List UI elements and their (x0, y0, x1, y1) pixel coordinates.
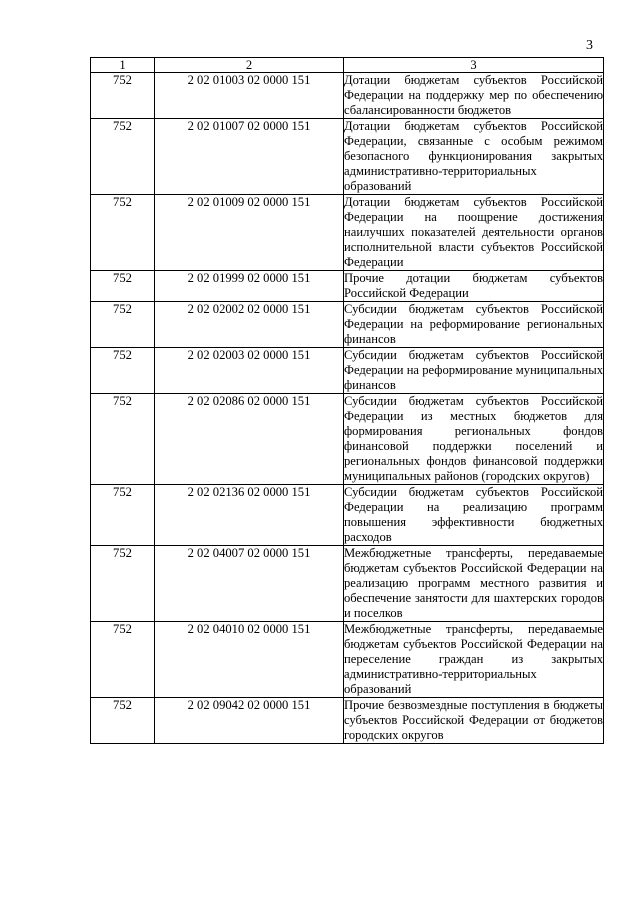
budget-code-cell: 2 02 02002 02 0000 151 (155, 302, 344, 348)
admin-code-cell: 752 (91, 348, 155, 394)
budget-code-cell: 2 02 02136 02 0000 151 (155, 485, 344, 546)
description-cell: Дотации бюджетам субъектов Российской Федерации на поддержку мер по обеспечению сбалансированности бюджетов (344, 73, 603, 117)
table-row (91, 302, 604, 348)
table-row (91, 195, 604, 271)
header-row (91, 58, 604, 73)
admin-code-cell: 752 (91, 271, 155, 302)
header-column-2: 2 (155, 58, 344, 73)
table-row (91, 698, 604, 744)
admin-code-cell: 752 (91, 195, 155, 271)
budget-code-cell: 2 02 04007 02 0000 151 (155, 546, 344, 622)
description-cell: Дотации бюджетам субъектов Российской Федерации, связанные с особым режимом безопасного функционирования закрытых административно-территориальных образований (344, 119, 603, 193)
admin-code-cell: 752 (91, 698, 155, 744)
budget-code-cell: 2 02 01009 02 0000 151 (155, 195, 344, 271)
admin-code-cell: 752 (91, 73, 155, 119)
description-cell: Прочие дотации бюджетам субъектов Российской Федерации (344, 271, 603, 300)
table-row (91, 119, 604, 195)
admin-code-cell: 752 (91, 622, 155, 698)
header-column-1: 1 (91, 58, 155, 73)
budget-code-cell: 2 02 09042 02 0000 151 (155, 698, 344, 744)
description-cell: Субсидии бюджетам субъектов Российской Федерации из местных бюджетов для формирования региональных фондов финансовой поддержки поселений и региональных фондов финансовой поддержки муниципальных районов (городских округов) (344, 394, 603, 483)
budget-code-cell: 2 02 01003 02 0000 151 (155, 73, 344, 119)
admin-code-cell: 752 (91, 394, 155, 485)
table-row (91, 622, 604, 698)
admin-code-cell: 752 (91, 485, 155, 546)
description-cell: Субсидии бюджетам субъектов Российской Федерации на реформирование муниципальных финансов (344, 348, 603, 392)
admin-code-cell: 752 (91, 119, 155, 195)
table-row (91, 485, 604, 546)
description-cell: Субсидии бюджетам субъектов Российской Федерации на реализацию программ повышения эффективности бюджетных расходов (344, 485, 603, 544)
description-cell: Субсидии бюджетам субъектов Российской Федерации на реформирование региональных финансов (344, 302, 603, 346)
description-cell: Межбюджетные трансферты, передаваемые бюджетам субъектов Российской Федерации на реализацию программ местного развития и обеспечение занятости для шахтерских городов и поселков (344, 546, 603, 620)
budget-code-cell: 2 02 04010 02 0000 151 (155, 622, 344, 698)
header-column-3: 3 (344, 58, 604, 73)
admin-code-cell: 752 (91, 546, 155, 622)
page-number: 3 (586, 38, 593, 53)
admin-code-cell: 752 (91, 302, 155, 348)
table-row (91, 546, 604, 622)
table-row (91, 271, 604, 302)
budget-code-cell: 2 02 02003 02 0000 151 (155, 348, 344, 394)
budget-codes-table (90, 57, 604, 744)
table-row (91, 394, 604, 485)
budget-code-cell: 2 02 01007 02 0000 151 (155, 119, 344, 195)
description-cell: Межбюджетные трансферты, передаваемые бюджетам субъектов Российской Федерации на переселение граждан из закрытых административно-территориальных образований (344, 622, 603, 696)
description-cell: Прочие безвозмездные поступления в бюджеты субъектов Российской Федерации от бюджетов городских округов (344, 698, 603, 742)
description-cell: Дотации бюджетам субъектов Российской Федерации на поощрение достижения наилучших показателей деятельности органов исполнительной власти субъектов Российской Федерации (344, 195, 603, 269)
budget-code-cell: 2 02 01999 02 0000 151 (155, 271, 344, 302)
table-row (91, 73, 604, 119)
budget-code-cell: 2 02 02086 02 0000 151 (155, 394, 344, 485)
table-row (91, 348, 604, 394)
